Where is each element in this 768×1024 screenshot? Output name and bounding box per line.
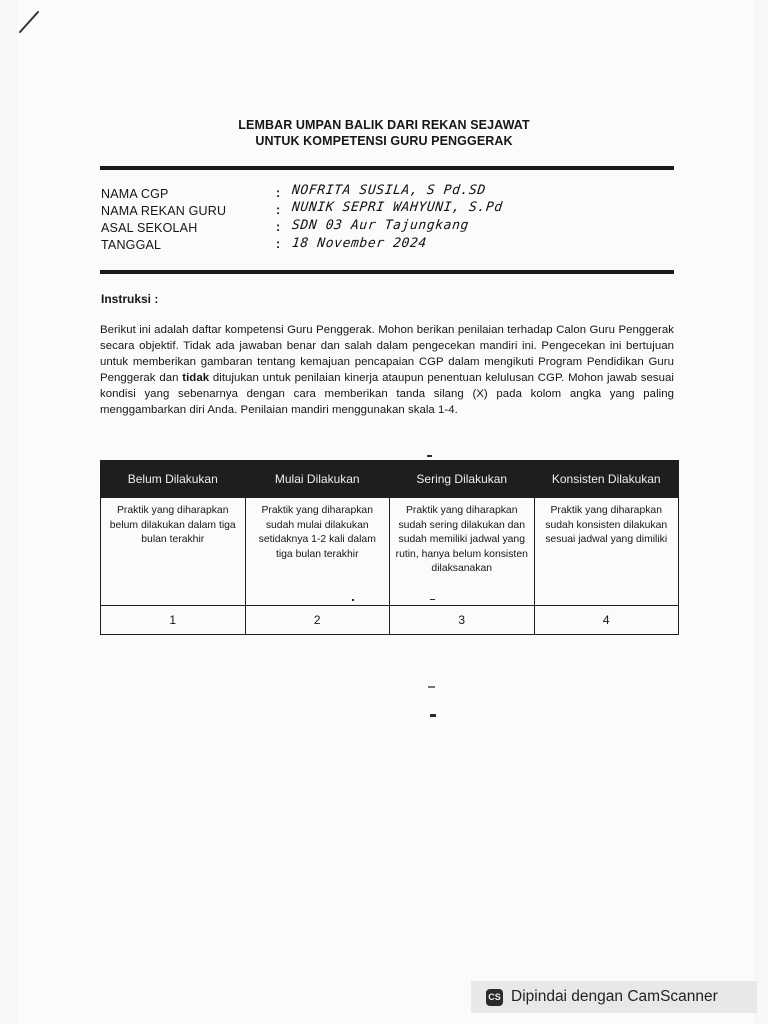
field-value-nama-rekan-guru: NUNIK SEPRI WAHYUNI, S.Pd: [291, 200, 504, 215]
description-cell: Praktik yang diharapkan belum dilakukan dalam tiga bulan terakhir: [101, 498, 246, 606]
instructions-emphasis: tidak: [182, 371, 210, 384]
field-colon: :: [276, 220, 281, 234]
scale-number-cell: 1: [101, 606, 246, 635]
header-konsisten-dilakukan: Konsisten Dilakukan: [534, 461, 679, 498]
table-number-row: [101, 606, 679, 635]
document-title: [0, 117, 768, 149]
field-colon: :: [276, 203, 281, 217]
field-label-nama-rekan-guru: NAMA REKAN GURU: [101, 204, 227, 218]
field-value-nama-cgp: NOFRITA SUSILA, S Pd.SD: [291, 183, 487, 198]
instructions-heading: Instruksi :: [101, 292, 159, 306]
field-label-tanggal: TANGGAL: [101, 238, 162, 252]
scale-number-cell: 3: [390, 606, 535, 635]
title-line-2: UNTUK KOMPETENSI GURU PENGGERAK: [255, 134, 513, 148]
description-cell: Praktik yang diharapkan sudah mulai dilakukan setidaknya 1-2 kali dalam tiga bulan terakhir: [245, 498, 390, 606]
description-cell: Praktik yang diharapkan sudah konsisten dilakukan sesuai jadwal yang dimiliki: [534, 498, 679, 606]
scan-speck: [352, 599, 354, 601]
scan-speck: [430, 714, 436, 717]
header-sering-dilakukan: Sering Dilakukan: [390, 461, 535, 498]
scale-number-cell: 4: [534, 606, 679, 635]
header-mulai-dilakukan: Mulai Dilakukan: [245, 461, 390, 498]
top-divider: [100, 166, 674, 170]
instructions-body: [100, 323, 674, 418]
scan-speck: [430, 599, 435, 600]
header-belum-dilakukan: Belum Dilakukan: [101, 461, 246, 498]
description-cell: Praktik yang diharapkan sudah sering dilakukan dan sudah memiliki jadwal yang rutin, hanya belum konsisten dilaksanakan: [390, 498, 535, 606]
rating-scale-table: [100, 460, 679, 635]
pen-stroke-mark: [18, 8, 40, 34]
bottom-divider: [100, 270, 674, 274]
title-line-1: LEMBAR UMPAN BALIK DARI REKAN SEJAWAT: [238, 118, 530, 132]
field-colon: :: [276, 186, 281, 200]
scan-speck: [427, 455, 432, 457]
table-description-row: [101, 498, 679, 606]
camscanner-caption: Dipindai dengan CamScanner: [511, 988, 718, 1005]
scale-number-cell: 2: [245, 606, 390, 635]
instructions-text: ditujukan untuk penilaian kinerja ataupun penentuan kelulusan CGP. Mohon jawab sesuai kondisi yang sebenarnya dengan cara memberikan tanda silang (X) pada kolom angka yang paling menggambarkan diri Anda. Penilaian mandiri menggunakan skala 1-4.: [100, 371, 674, 416]
table-header-row: [101, 461, 679, 498]
field-colon: :: [276, 237, 281, 251]
scan-speck: [428, 686, 435, 688]
field-value-asal-sekolah: SDN 03 Aur Tajungkang: [291, 218, 470, 233]
camscanner-badge: [471, 981, 757, 1013]
instructions-text: Berikut ini adalah daftar kompetensi Guru Penggerak. Mohon berikan penilaian terhadap Calon Guru Penggerak secara objektif. Tidak ada jawaban benar dan salah dalam pengecekan mandiri ini. Pengecekan ini bertujuan untuk memberikan gambaran tentang kemajuan pencapaian CGP dalam mengikuti Program Pendidikan Guru Penggerak dan: [100, 324, 674, 384]
field-label-nama-cgp: NAMA CGP: [101, 187, 169, 201]
field-value-tanggal: 18 November 2024: [291, 236, 428, 251]
field-label-asal-sekolah: ASAL SEKOLAH: [101, 221, 198, 235]
camscanner-logo-icon: CS: [486, 989, 503, 1006]
